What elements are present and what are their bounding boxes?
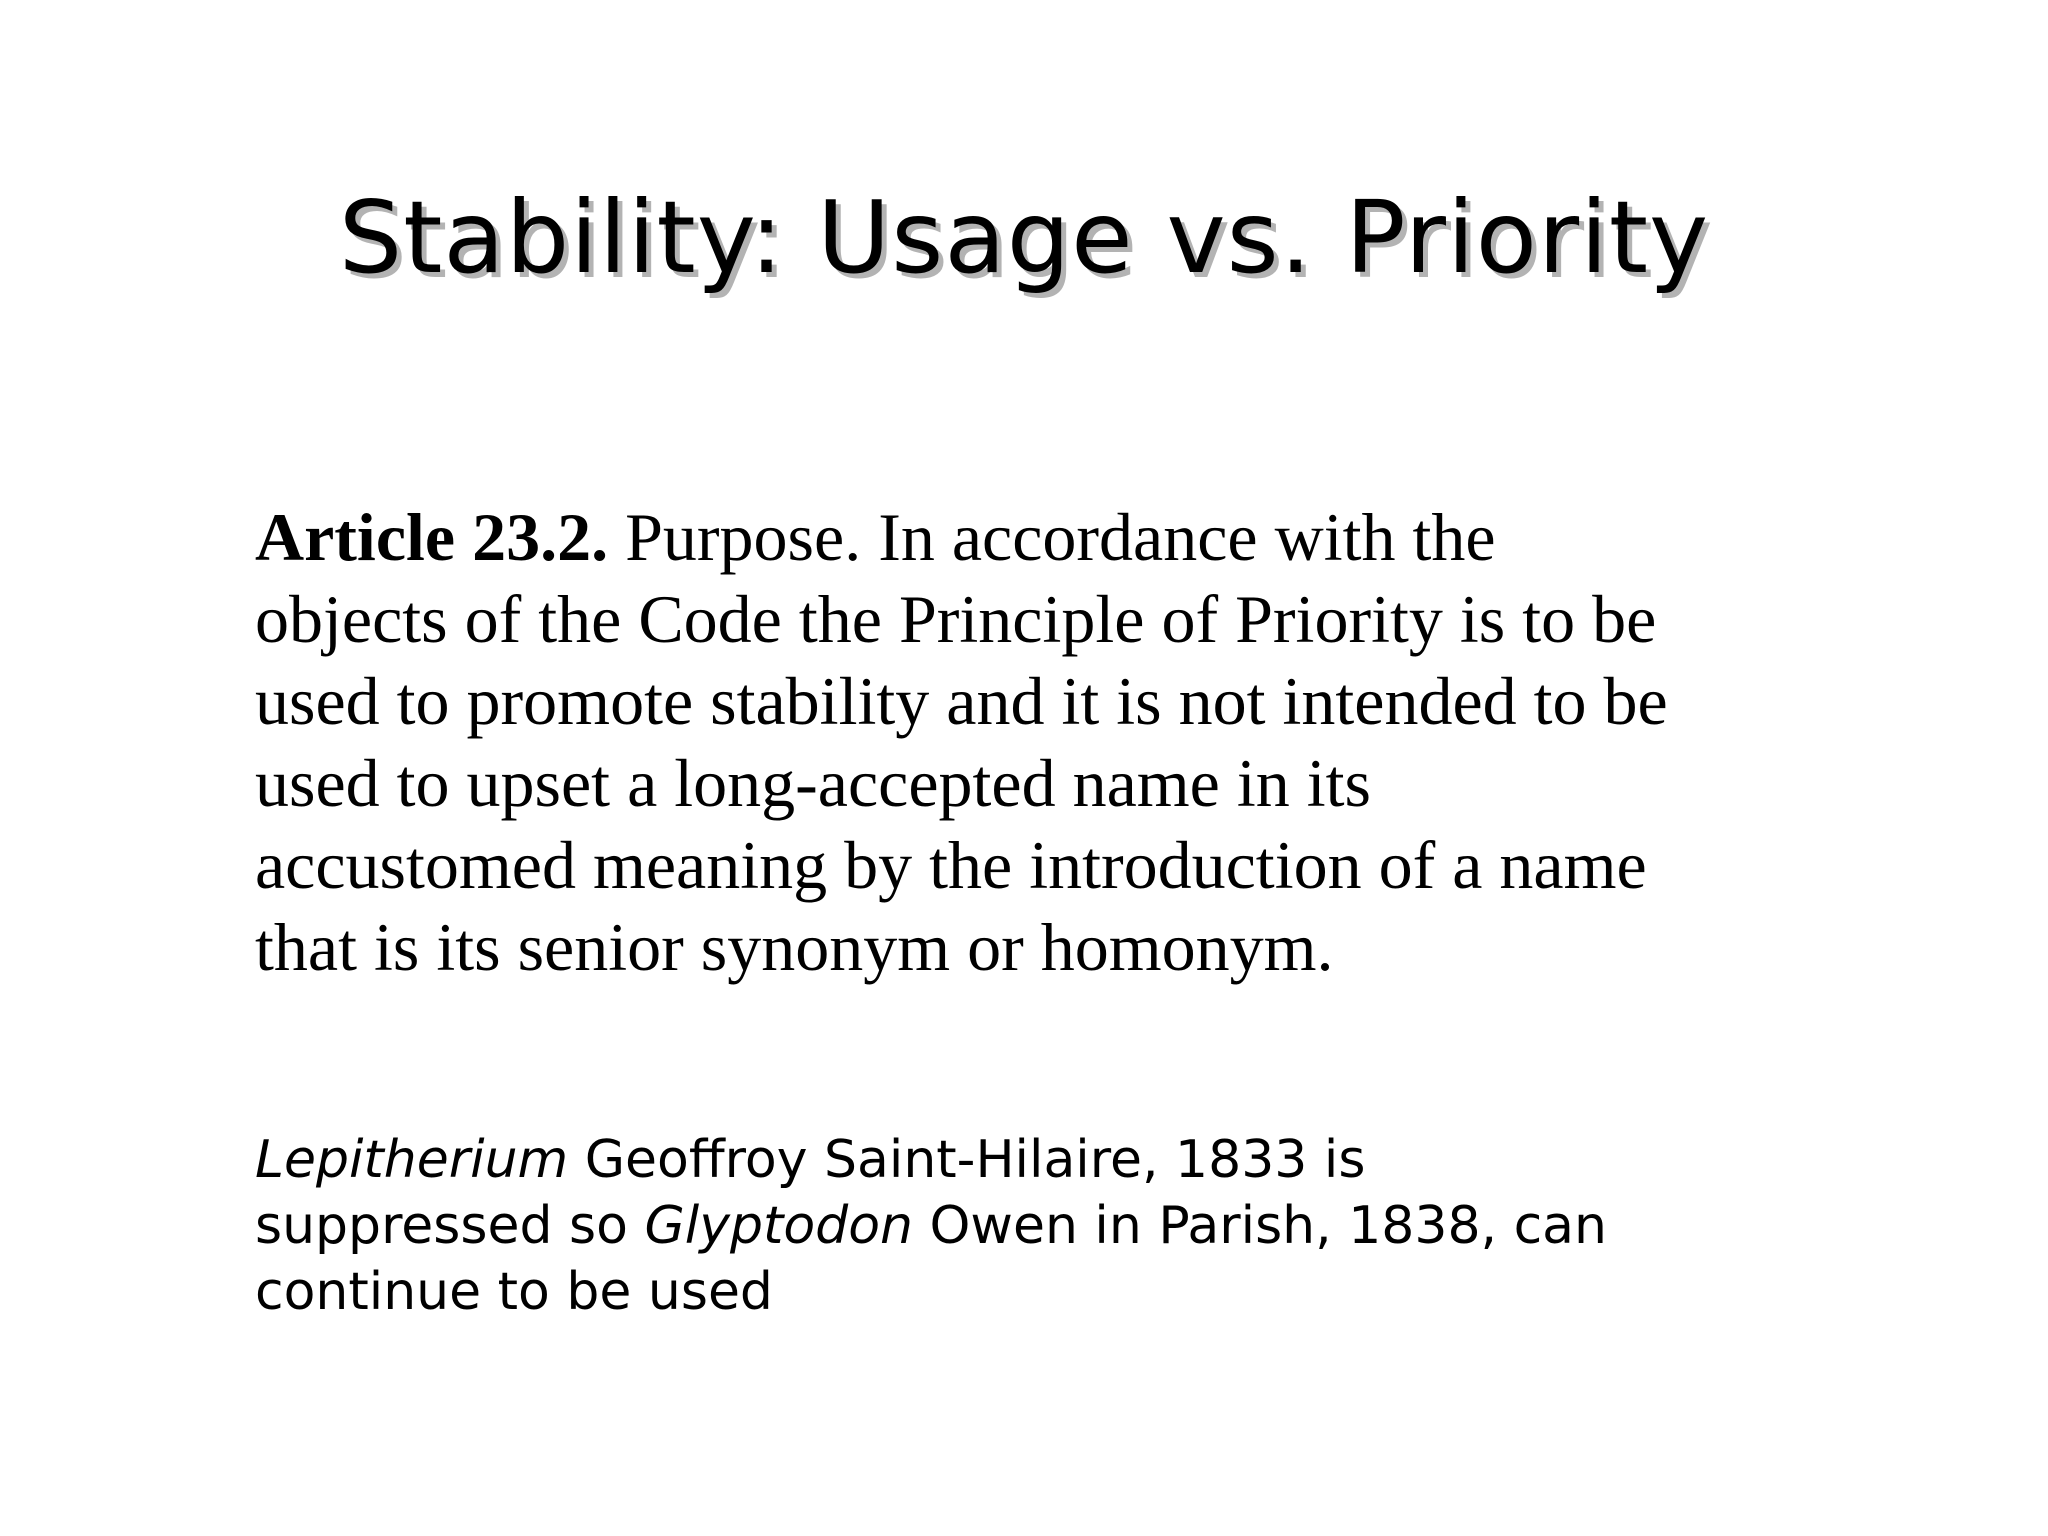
- article-line-1: [255, 496, 1755, 578]
- genus-name-lepitherium: Lepitherium: [255, 1130, 569, 1190]
- article-line-2: objects of the Code the Principle of Priority is to be: [255, 581, 1657, 657]
- example-line-2-text: Owen in Parish, 1838, can: [912, 1196, 1607, 1256]
- article-line-1-text: Purpose. In accordance with the: [608, 499, 1496, 575]
- example-line-3: continue to be used: [255, 1262, 773, 1322]
- article-text-block: [255, 496, 1755, 988]
- slide-title: Stability: Usage vs. Priority: [338, 179, 1710, 296]
- example-line-2-start: suppressed so: [255, 1196, 645, 1256]
- genus-name-glyptodon: Glyptodon: [644, 1196, 913, 1256]
- example-text-block: [255, 1127, 1755, 1325]
- article-line-5: accustomed meaning by the introduction of a name: [255, 827, 1647, 903]
- article-line-3: used to promote stability and it is not intended to be: [255, 663, 1668, 739]
- example-line-2: [255, 1193, 1755, 1259]
- example-line-1-text: Geoffroy Saint-Hilaire, 1833 is: [568, 1130, 1366, 1190]
- article-label: Article 23.2.: [255, 499, 609, 575]
- article-line-4: used to upset a long-accepted name in its: [255, 745, 1371, 821]
- example-line-1: [255, 1127, 1755, 1193]
- article-line-6: that is its senior synonym or homonym.: [255, 909, 1334, 985]
